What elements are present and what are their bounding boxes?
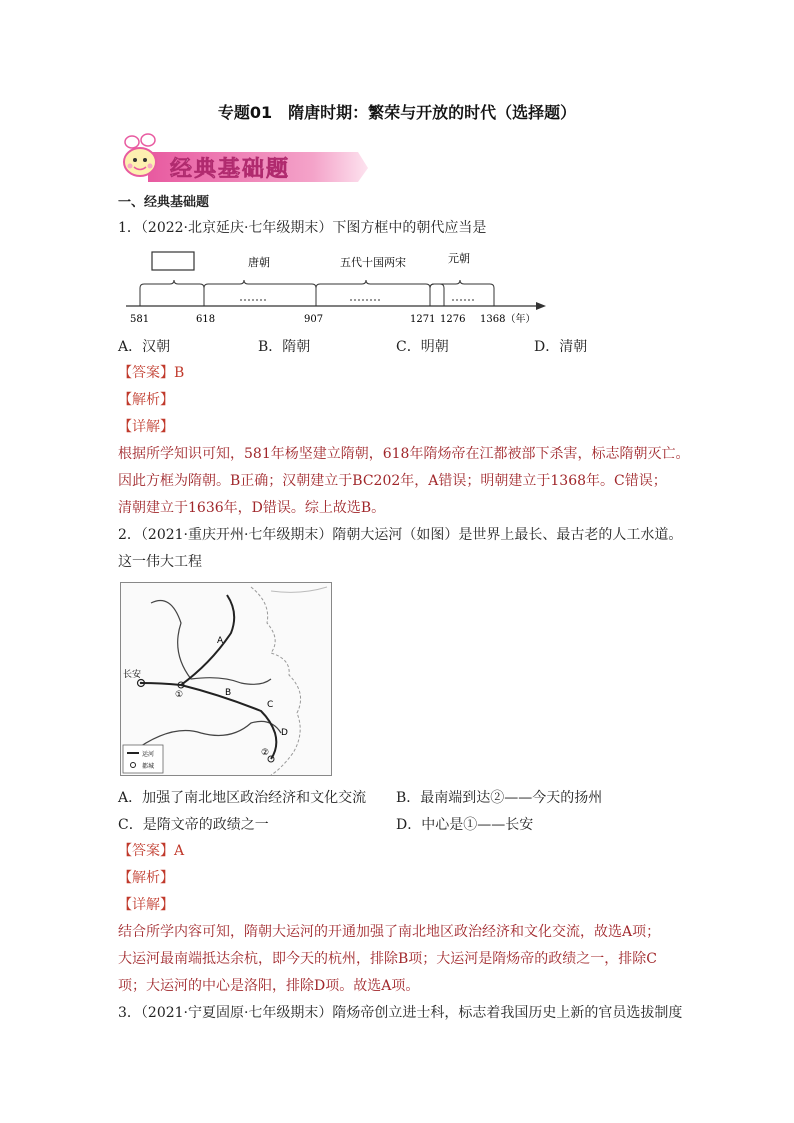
section-banner — [118, 132, 370, 184]
q1-detail-tag: 【详解】 — [118, 419, 174, 435]
q2-option-c: C．是隋文帝的政绩之一 — [118, 817, 269, 833]
map-point-c: C — [267, 700, 274, 710]
q1-option-a: A．汉朝 — [118, 339, 171, 355]
question-2-stem-1: 2．（2021·重庆开州·七年级期末）隋朝大运河（如图）是世界上最长、最古老的人工水道。 — [118, 527, 683, 543]
legend-capital: 都城 — [142, 763, 155, 770]
q1-detail-line-2a: 因此方框为隋朝。 — [118, 473, 230, 489]
q1-detail-line-3 — [118, 498, 385, 518]
q2-detail-line-2: 大运河最南端抵达余杭，即今天的杭州，排除B项；大运河是隋炀帝的政绩之一，排除C — [118, 951, 657, 967]
q2-analysis-tag: 【解析】 — [118, 870, 174, 886]
q1-detail-line-3a: 清朝建立于1636年，D错误。综上故选B。 — [118, 500, 386, 516]
q1-answer: 【答案】B — [118, 365, 185, 381]
year-618: 618 — [196, 314, 216, 325]
label-tang: 唐朝 — [248, 256, 270, 269]
q1-detail-line-2 — [118, 471, 667, 491]
map-point-a: A — [217, 636, 224, 646]
q2-detail-line-3: 项；大运河的中心是洛阳，排除D项。故选A项。 — [118, 978, 420, 994]
q1-analysis-tag: 【解析】 — [118, 392, 174, 408]
q2-option-b: B．最南端到达②——今天的扬州 — [396, 790, 603, 806]
label-five-dynasties: 五代十国两宋 — [340, 256, 406, 269]
label-yuan: 元朝 — [448, 252, 470, 265]
year-907: 907 — [304, 314, 324, 325]
map-point-1: ① — [175, 690, 184, 700]
q1-detail-line-1b: 581年杨坚建立隋朝，618年隋炀帝在江都被部下杀害，标志隋朝灭亡。 — [244, 446, 690, 462]
blank-box — [152, 252, 194, 270]
map-point-d: D — [281, 728, 288, 738]
question-2-stem-2: 这一伟大工程 — [118, 554, 202, 570]
year-1276: 1276 — [440, 314, 466, 325]
page-title: 专题01 隋唐时期：繁荣与开放的时代（选择题） — [217, 103, 577, 122]
banner-text: 经典基础题 — [170, 157, 291, 182]
q1-option-d: D．清朝 — [534, 339, 588, 355]
q2-option-a: A．加强了南北地区政治经济和文化交流 — [118, 790, 367, 806]
grand-canal-map — [120, 582, 332, 776]
year-581: 581 — [130, 314, 150, 325]
map-point-2: ② — [261, 748, 270, 758]
q2-detail-tag: 【详解】 — [118, 897, 174, 913]
q2-option-d: D．中心是①——长安 — [396, 817, 534, 833]
section-heading: 一、经典基础题 — [118, 195, 210, 210]
legend-canal: 运河 — [142, 751, 155, 758]
question-3-stem: 3．（2021·宁夏固原·七年级期末）隋炀帝创立进士科，标志着我国历史上新的官员选拔制度 — [118, 1005, 683, 1021]
question-1-stem: 1．（2022·北京延庆·七年级期末）下图方框中的朝代应当是 — [118, 220, 487, 236]
timeline-diagram — [118, 244, 558, 328]
q1-detail-line-2b: B正确；汉朝建立于BC202年，A错误；明朝建立于1368年。C错误； — [230, 473, 667, 489]
q1-option-b: B．隋朝 — [258, 339, 311, 355]
q2-answer: 【答案】A — [118, 843, 185, 859]
year-1271: 1271 — [410, 314, 436, 325]
q1-detail-line-1a: 根据所学知识可知， — [118, 446, 244, 462]
year-1368: 1368（年） — [480, 314, 536, 325]
map-city-changan: 长安 — [123, 670, 142, 680]
q1-detail-line-1 — [118, 444, 689, 464]
q1-option-c: C．明朝 — [396, 339, 449, 355]
map-point-b: B — [225, 688, 232, 698]
q2-detail-line-1: 结合所学内容可知，隋朝大运河的开通加强了南北地区政治经济和文化交流，故选A项； — [118, 924, 661, 940]
